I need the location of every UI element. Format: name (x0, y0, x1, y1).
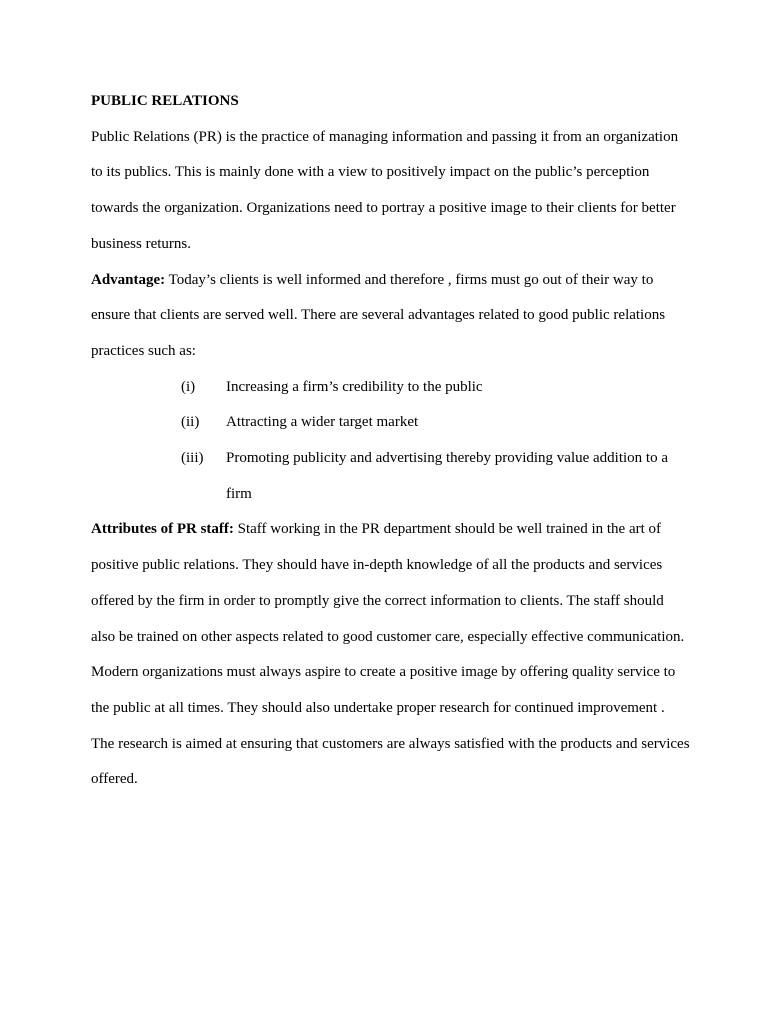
document-page (91, 84, 691, 798)
attributes-text: Staff working in the PR department should be well trained in the art of positive public relations. They should have in-depth knowledge of all the products and services offered by the firm in order to promptly give the correct information to clients. The staff should also be trained on other aspects related to good customer care, especially effective communication. (91, 521, 685, 645)
list-item (91, 405, 691, 441)
advantages-list (91, 370, 691, 513)
list-item-number: (ii) (181, 414, 200, 431)
advantage-label: Advantage: (91, 271, 166, 288)
document-title: PUBLIC RELATIONS (91, 93, 239, 109)
list-item-text: Attracting a wider target market (226, 414, 419, 431)
closing-paragraph: Modern organizations must always aspire to create a positive image by offering quality service to the public at all times. They should also undertake proper research for continued improvement . The research is aimed at ensuring that customers are always satisfied with the products and services offered. (91, 664, 690, 788)
list-item-number: (i) (181, 378, 196, 395)
list-item-number: (iii) (181, 450, 204, 467)
attributes-paragraph (91, 512, 691, 655)
advantage-text: Today’s clients is well informed and therefore , firms must go out of their way to ensure that clients are served well. There are several advantages related to good public relations practices such as: (91, 271, 666, 359)
list-item-text: Increasing a firm’s credibility to the public (226, 378, 483, 395)
list-item (91, 370, 691, 406)
intro-paragraph: Public Relations (PR) is the practice of managing information and passing it from an organization to its publics. This is mainly done with a view to positively impact on the public’s perception towards the organization. Organizations need to portray a positive image to their clients for better business returns. (91, 128, 679, 252)
advantage-paragraph (91, 263, 691, 370)
attributes-label: Attributes of PR staff: (91, 521, 234, 538)
list-item-text: Promoting publicity and advertising thereby providing value addition to a firm (226, 450, 669, 502)
list-item (91, 441, 691, 512)
